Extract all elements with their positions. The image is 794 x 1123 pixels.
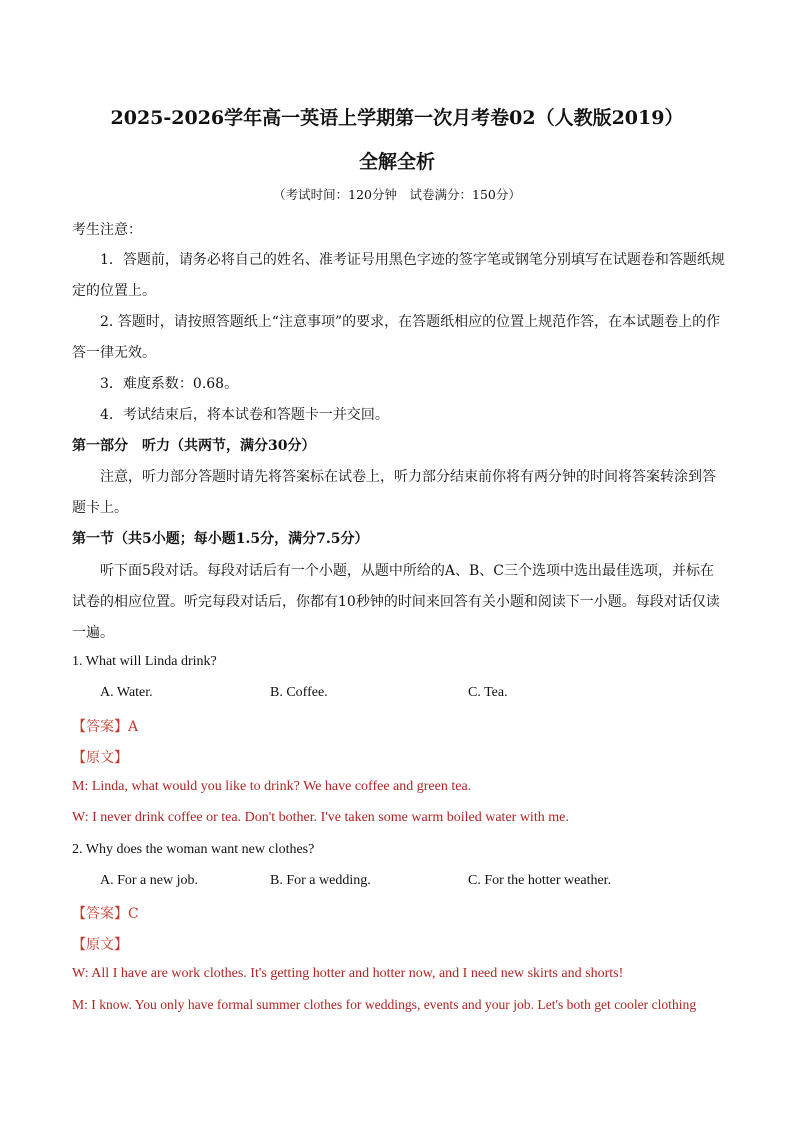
answer-tag: 【答案】 — [72, 906, 128, 922]
section1-instructions-end: 一遍。 — [72, 625, 114, 641]
notice-item-2-cont: 答一律无效。 — [72, 345, 156, 361]
section1-heading: 第一节（共5小题；每小题1.5分，满分7.5分） — [72, 531, 369, 547]
document-title: 2025-2026学年高一英语上学期第一次月考卷02（人教版2019） — [110, 107, 684, 129]
part1-heading: 第一部分 听力（共两节，满分30分） — [72, 438, 316, 454]
document-subtitle: 全解全析 — [358, 151, 435, 173]
q1-transcript-line-1: M: Linda, what would you like to drink? We have coffee and green tea. — [72, 779, 472, 794]
answer-tag: 【答案】 — [72, 719, 128, 735]
q2-option-a: A. For a new job. — [100, 873, 198, 888]
notice-item-1-cont: 定的位置上。 — [72, 283, 156, 299]
part1-note: 注意，听力部分答题时请先将答案标在试卷上，听力部分结束前你将有两分钟的时间将答案转涂到答 — [100, 469, 716, 485]
notice-item-2: 2. 答题时，请按照答题纸上“注意事项”的要求，在答题纸相应的位置上规范作答，在本试题卷上的作 — [100, 314, 721, 330]
section1-instructions: 听下面5段对话。每段对话后有一个小题，从题中所给的A、B、C三个选项中选出最佳选项，并标在 — [100, 563, 715, 579]
q2-transcript-line-2: M: I know. You only have formal summer clothes for weddings, events and your job. Let's both get cooler clothing — [72, 997, 697, 1012]
answer-value: C — [128, 906, 139, 922]
q1-option-b: B. Coffee. — [270, 685, 328, 700]
notice-heading: 考生注意： — [72, 222, 142, 238]
q2-option-b: B. For a wedding. — [270, 873, 371, 888]
q1-transcript-tag: 【原文】 — [72, 750, 128, 766]
q1-option-c: C. Tea. — [468, 685, 508, 700]
notice-item-3: 3．难度系数：0.68。 — [100, 376, 239, 392]
q1-transcript-line-2: W: I never drink coffee or tea. Don't bother. I've taken some warm boiled water with me. — [72, 810, 569, 825]
part1-note-cont: 题卡上。 — [72, 500, 128, 516]
exam-info: （考试时间：120分钟 试卷满分：150分） — [273, 187, 521, 202]
q2-option-c: C. For the hotter weather. — [468, 873, 612, 888]
q1-answer — [72, 716, 138, 736]
notice-item-4: 4．考试结束后，将本试卷和答题卡一并交回。 — [100, 407, 389, 423]
q2-transcript-tag: 【原文】 — [72, 937, 128, 953]
question-1: 1. What will Linda drink? — [72, 654, 217, 669]
section1-instructions-cont: 试卷的相应位置。听完每段对话后，你都有10秒钟的时间来回答有关小题和阅读下一小题。每段对话仅读 — [72, 594, 720, 610]
q1-option-a: A. Water. — [100, 685, 153, 700]
q2-answer — [72, 903, 139, 923]
notice-item-1: 1．答题前，请务必将自己的姓名、准考证号用黑色字迹的签字笔或钢笔分别填写在试题卷和答题纸规 — [100, 252, 725, 268]
answer-value: A — [128, 719, 139, 735]
question-2: 2. Why does the woman want new clothes? — [72, 842, 315, 857]
q2-transcript-line-1: W: All I have are work clothes. It's getting hotter and hotter now, and I need new skirts and shorts! — [72, 966, 624, 981]
